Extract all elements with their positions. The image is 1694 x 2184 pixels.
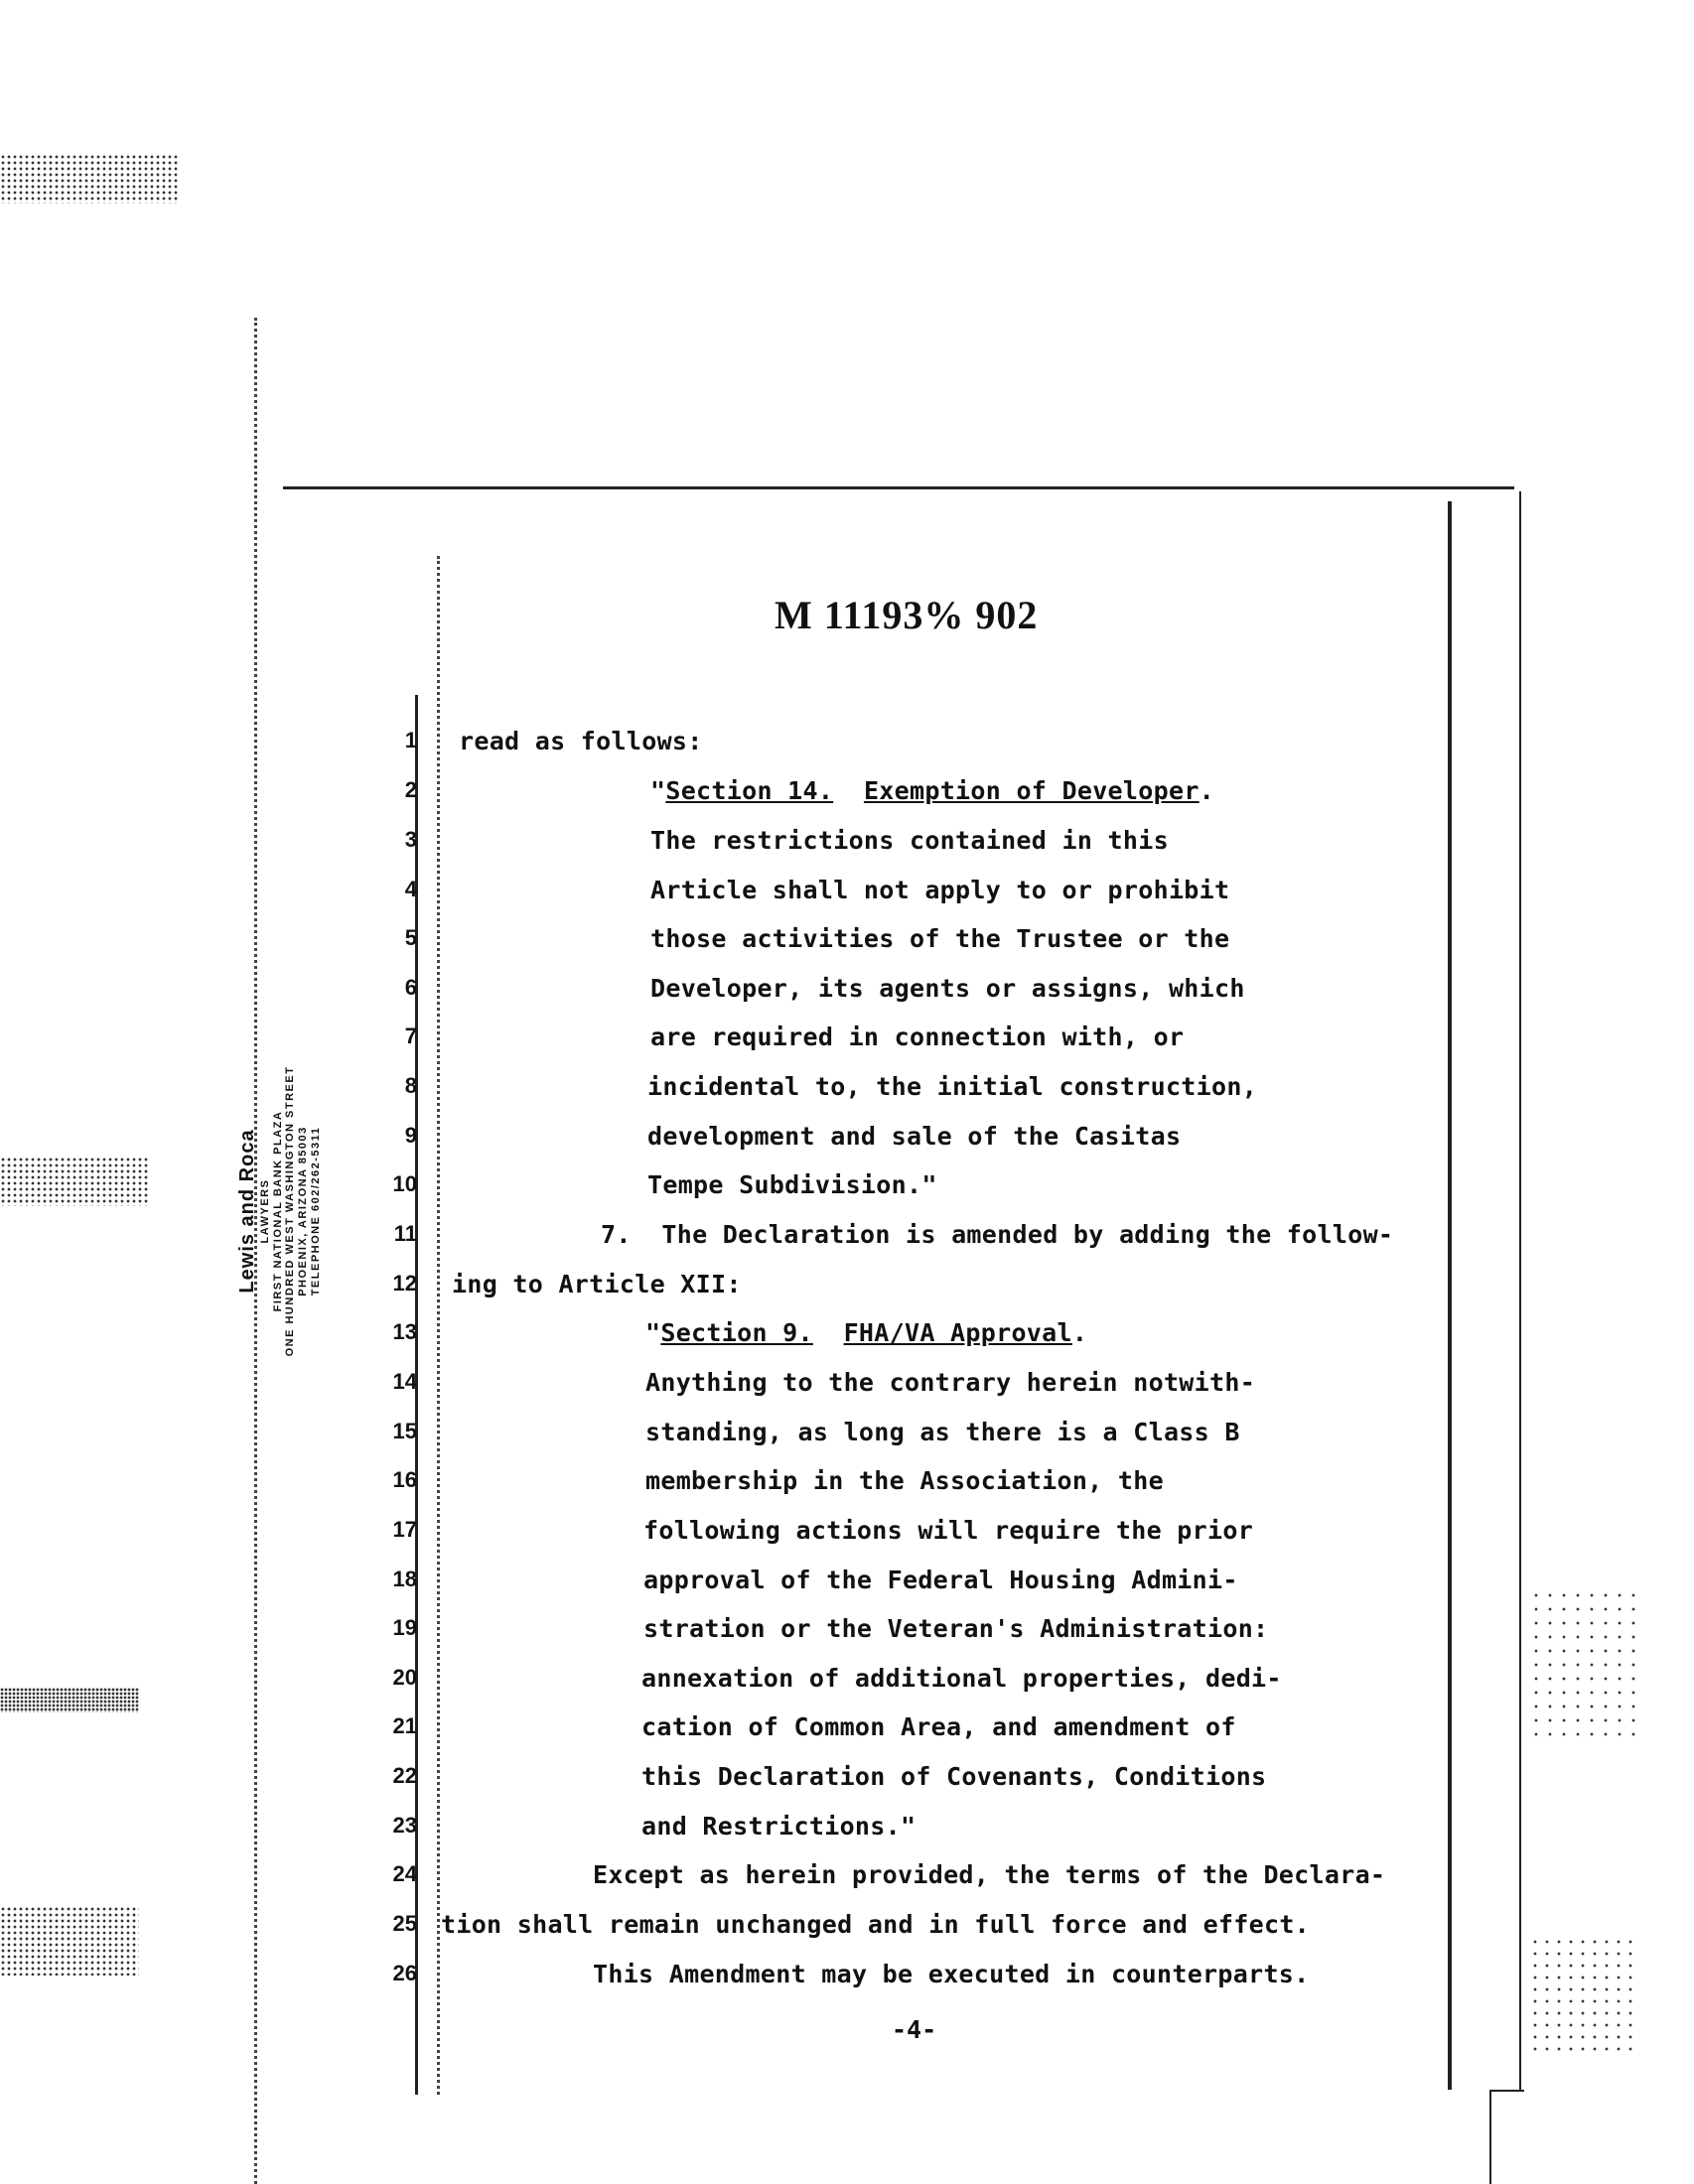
right-border-line [1448,501,1452,2090]
scan-noise-patch [1529,1588,1638,1737]
body-line-26: This Amendment may be executed in counterparts. [593,1960,1310,1988]
open-quote: " [645,1318,661,1347]
line-number: 18 [392,1567,417,1591]
bottom-right-corner-stem [1489,2090,1491,2184]
section-14-title-period: . [1199,776,1215,805]
body-line-19: stration or the Veteran's Administration: [643,1614,1269,1643]
line-number: 4 [404,877,417,901]
firm-address-2: ONE HUNDRED WEST WASHINGTON STREET [284,1065,297,1357]
line-number: 13 [392,1319,417,1344]
line-number: 20 [392,1665,417,1690]
section-9-title-period: . [1071,1318,1088,1347]
line-number: 23 [392,1813,417,1838]
line-number: 2 [404,777,417,802]
left-margin-dotted-line [437,556,440,2095]
line-number: 5 [404,925,417,950]
body-line-8: incidental to, the initial construction, [647,1072,1258,1101]
section-14-title: Exemption of Developer [863,776,1200,805]
line-number: 9 [404,1123,417,1148]
body-line-4: Article shall not apply to or prohibit [650,876,1230,904]
line-number: 24 [392,1861,417,1886]
body-line-22: this Declaration of Covenants, Conditions [641,1762,1267,1791]
right-outer-border-line [1519,491,1521,2090]
amendment-number: 7. [601,1220,632,1249]
line-number: 12 [392,1271,417,1296]
body-line-16: membership in the Association, the [645,1466,1164,1495]
scan-noise-patch [0,154,179,204]
body-line-14: Anything to the contrary herein notwith- [645,1368,1256,1397]
section-9-label: Section 9. [660,1318,813,1347]
line-number: 10 [392,1171,417,1196]
page-number: -4- [892,2015,937,2044]
scan-noise-patch [0,1688,139,1712]
body-line-7: are required in connection with, or [650,1023,1185,1051]
scan-noise-patch [0,1157,149,1206]
line-number: 8 [404,1073,417,1098]
line-number: 15 [392,1419,417,1443]
line-number: 11 [393,1221,417,1246]
line-number: 6 [404,975,417,1000]
bottom-right-corner [1489,2090,1524,2092]
body-line-21: cation of Common Area, and amendment of [641,1712,1236,1741]
law-firm-block [236,1013,322,1410]
line-number: 3 [404,827,417,852]
body-line-12: ing to Article XII: [452,1270,742,1298]
body-line-1: read as follows: [459,727,703,755]
amendment-7-text: The Declaration is amended by adding the follow- [661,1220,1394,1249]
section-9-heading-line [645,1318,1087,1347]
body-line-9: development and sale of the Casitas [647,1122,1182,1151]
firm-role: LAWYERS [259,1178,271,1244]
body-line-17: following actions will require the prior [643,1516,1254,1545]
section-14-heading-line [650,776,1214,805]
line-number: 25 [392,1911,417,1936]
body-line-5: those activities of the Trustee or the [650,924,1230,953]
firm-city: PHOENIX, ARIZONA 85003 [296,1126,309,1297]
line-number: 1 [404,728,417,752]
body-line-15: standing, as long as there is a Class B [645,1418,1240,1446]
top-border-line [283,486,1514,489]
section-9-title: FHA/VA Approval [843,1318,1072,1347]
document-number: M 11193% 902 [775,593,1039,637]
amendment-7-line [601,1220,1393,1249]
open-quote: " [650,776,666,805]
firm-name: Lewis and Roca [236,1129,258,1294]
body-line-24: Except as herein provided, the terms of the Declara- [593,1860,1386,1889]
scan-noise-patch [0,1906,139,1976]
line-number: 26 [392,1961,417,1985]
line-number: 14 [392,1369,417,1394]
body-line-20: annexation of additional properties, dedi- [641,1664,1282,1693]
line-number: 7 [404,1024,417,1048]
section-14-label: Section 14. [665,776,834,805]
line-number: 19 [392,1615,417,1640]
body-line-25: tion shall remain unchanged and in full force and effect. [441,1910,1311,1939]
body-line-6: Developer, its agents or assigns, which [650,974,1245,1003]
body-line-10: Tempe Subdivision." [647,1170,937,1199]
firm-address-1: FIRST NATIONAL BANK PLAZA [271,1110,284,1312]
body-line-3: The restrictions contained in this [650,826,1169,855]
firm-telephone: TELEPHONE 602/262-5311 [309,1126,322,1297]
line-number: 22 [392,1763,417,1788]
body-line-18: approval of the Federal Housing Admini- [643,1566,1238,1594]
body-line-23: and Restrictions." [641,1812,917,1841]
scan-noise-patch [1529,1936,1638,2055]
line-number: 17 [392,1517,417,1542]
line-number: 16 [392,1467,417,1492]
line-number: 21 [392,1713,417,1738]
